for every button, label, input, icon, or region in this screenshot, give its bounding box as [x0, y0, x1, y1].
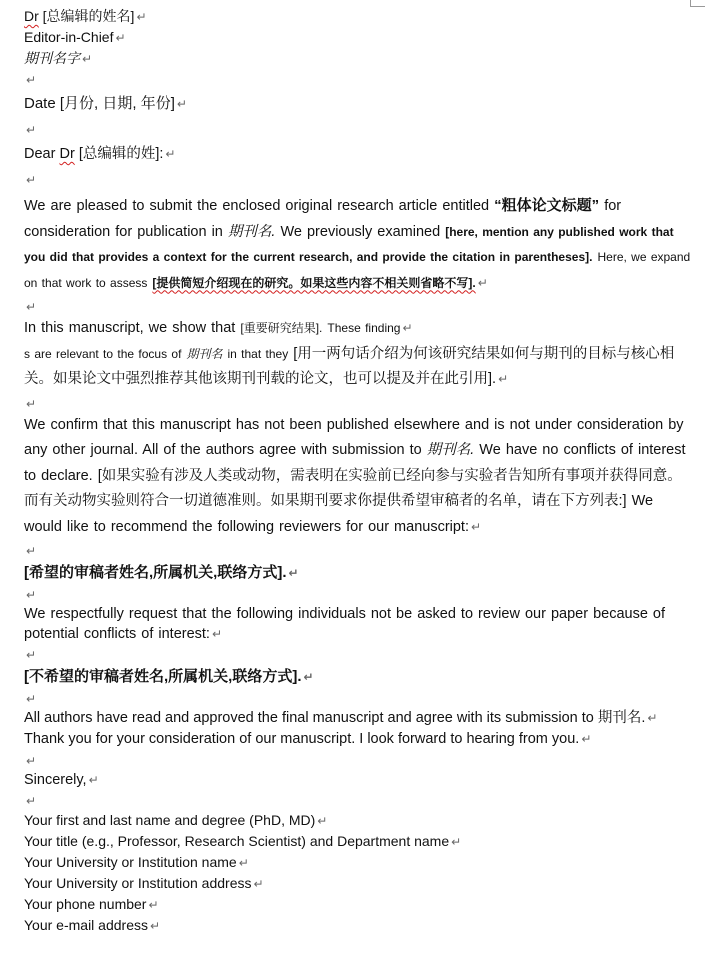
current-research-placeholder: [提供简短介绍现在的研究。如果这些内容不相关则省略不写]. [152, 275, 476, 290]
pilcrow-mark: ↵ [26, 300, 37, 314]
empty-line [24, 584, 694, 604]
paragraph-excluded-request [24, 604, 694, 644]
signature-title-dept [24, 831, 694, 852]
pilcrow-mark: ↵ [165, 147, 176, 161]
submission-intro: We are pleased to submit the enclosed original research article entitled [24, 198, 490, 214]
empty-line [24, 750, 694, 770]
date-label: Date [24, 95, 56, 112]
pilcrow-mark: ↵ [498, 372, 509, 386]
salutation-dear: Dear [24, 146, 56, 162]
signature-block [24, 810, 694, 936]
pilcrow-mark: ↵ [26, 692, 37, 706]
pilcrow-mark: ↵ [150, 919, 161, 933]
empty-line [24, 393, 694, 413]
editor-name-placeholder: [总编辑的姓名] [42, 8, 135, 24]
editor-title-line [24, 27, 694, 48]
journal-name-inline: 期刊名. [426, 442, 475, 458]
empty-line [24, 790, 694, 810]
pilcrow-mark: ↵ [477, 275, 488, 290]
pilcrow-mark: ↵ [148, 898, 159, 912]
pilcrow-mark: ↵ [26, 754, 37, 768]
empty-line [24, 644, 694, 664]
signature-phone [24, 894, 694, 915]
conflicts-statement: We have no conflicts of interest to declare. [24, 442, 686, 484]
approval-line [24, 708, 694, 729]
paragraph-findings [24, 316, 694, 393]
signature-email [24, 915, 694, 936]
signature-address-text: Your University or Institution address [24, 875, 252, 891]
thanks-line [24, 729, 694, 750]
pilcrow-mark: ↵ [581, 732, 592, 746]
pilcrow-mark: ↵ [176, 97, 187, 111]
excluded-request-text: We respectfully request that the following individuals not be asked to review our paper because of potential conflicts of interest: [24, 606, 666, 642]
pilcrow-mark: ↵ [317, 814, 328, 828]
empty-line [24, 69, 694, 89]
pilcrow-mark: ↵ [26, 588, 37, 602]
signature-title-text: Your title (e.g., Professor, Research Scientist) and Department name [24, 833, 450, 849]
pilcrow-mark: ↵ [451, 835, 462, 849]
closing-line [24, 770, 694, 790]
preferred-reviewers-text: [希望的审稿者姓名,所属机关,联络方式]. [24, 564, 287, 581]
pilcrow-mark: ↵ [26, 173, 37, 187]
pilcrow-mark: ↵ [26, 544, 37, 558]
pilcrow-mark: ↵ [26, 73, 37, 87]
signature-institution-name [24, 852, 694, 873]
journal-name-inline: 期刊名 [186, 346, 223, 361]
pilcrow-mark: ↵ [26, 396, 37, 411]
findings-continued: These finding [327, 321, 401, 335]
paragraph-confirmation [24, 413, 694, 541]
excluded-reviewers-text: [不希望的审稿者姓名,所属机关,联络方式]. [24, 668, 302, 685]
pilcrow-mark: ↵ [471, 519, 482, 534]
journal-name: 期刊名字 [24, 50, 80, 66]
paragraph-submission [24, 193, 694, 296]
signature-name-text: Your first and last name and degree (PhD, MD) [24, 812, 316, 828]
preferred-reviewers-placeholder [24, 562, 694, 584]
pilcrow-mark: ↵ [26, 794, 37, 808]
empty-line [24, 688, 694, 708]
journal-name-inline: 期刊名. [227, 223, 276, 240]
empty-line [24, 119, 694, 139]
relevance-placeholder: [用一两句话介绍为何该研究结果如何与期刊的目标与核心相关。如果论文中强烈推荐其他该期刊刊载的论文，也可以提及并在此引用]. [24, 345, 675, 387]
pilcrow-mark: ↵ [211, 627, 223, 641]
pilcrow-mark: ↵ [26, 648, 37, 662]
editor-title: Editor-in-Chief [24, 29, 114, 45]
recommend-reviewers-text: We would like to recommend the following reviewers for our manuscript: [24, 493, 654, 535]
pilcrow-mark: ↵ [238, 856, 249, 870]
expand-work-text: Here, we expand on that work to assess [24, 250, 691, 290]
salutation-dr: Dr [59, 146, 75, 162]
pilcrow-mark: ↵ [88, 773, 99, 787]
pilcrow-mark: ↵ [253, 877, 264, 891]
date-line [24, 89, 694, 119]
key-result-placeholder: [重要研究结果]. [240, 321, 323, 335]
ethics-placeholder: [如果实验有涉及人类或动物，需表明在实验前已经向参与实验者告知所有事项并获得同意。而有关动物实验则符合一切道德准则。如果期刊要求你提供希望审稿者的名单，请在下方列表:] [24, 467, 682, 509]
confirmation-text: We confirm that this manuscript has not been published elsewhere and is not under consideration by any other journal. All of the authors agree with submission to [24, 416, 684, 458]
signature-name-degree [24, 810, 694, 831]
published-work-placeholder: [here, mention any published work that you did that provides a context for the current research, and provide the citation in parentheses]. [24, 224, 674, 264]
excluded-reviewers-placeholder [24, 666, 694, 688]
journal-name-line [24, 48, 694, 69]
letter-body[interactable] [24, 6, 694, 936]
pilcrow-mark: ↵ [136, 10, 147, 24]
dr-prefix: Dr [24, 8, 39, 24]
date-placeholder: [月份, 日期, 年份] [59, 95, 175, 112]
findings-in-that: in that they [227, 346, 289, 361]
closing-text: Sincerely, [24, 772, 87, 788]
approval-text: All authors have read and approved the final manuscript and agree with its submission to 期刊名. [24, 710, 646, 726]
signature-email-text: Your e-mail address [24, 917, 148, 933]
pilcrow-mark: ↵ [303, 670, 314, 684]
salutation-name-placeholder: [总编辑的姓]: [78, 146, 164, 162]
thanks-text: Thank you for your consideration of our manuscript. I look forward to hearing from you. [24, 731, 580, 747]
previously-examined: We previously examined [280, 223, 441, 240]
pilcrow-mark: ↵ [288, 566, 299, 580]
pilcrow-mark: ↵ [115, 31, 126, 45]
empty-line [24, 296, 694, 316]
pilcrow-mark: ↵ [82, 52, 93, 66]
signature-institution-text: Your University or Institution name [24, 854, 237, 870]
salutation-line [24, 139, 694, 169]
findings-relevance: s are relevant to the focus of [24, 346, 182, 361]
pilcrow-mark: ↵ [26, 123, 37, 137]
editor-name-line [24, 6, 694, 27]
article-title-placeholder: “粗体论文标题” [494, 197, 600, 214]
pilcrow-mark: ↵ [647, 711, 658, 725]
empty-line [24, 540, 694, 560]
signature-phone-text: Your phone number [24, 896, 147, 912]
findings-intro: In this manuscript, we show that [24, 320, 236, 336]
pilcrow-mark: ↵ [402, 321, 413, 335]
signature-institution-address [24, 873, 694, 894]
submission-after-title: for consideration for publication in [24, 198, 622, 240]
empty-line [24, 169, 694, 189]
